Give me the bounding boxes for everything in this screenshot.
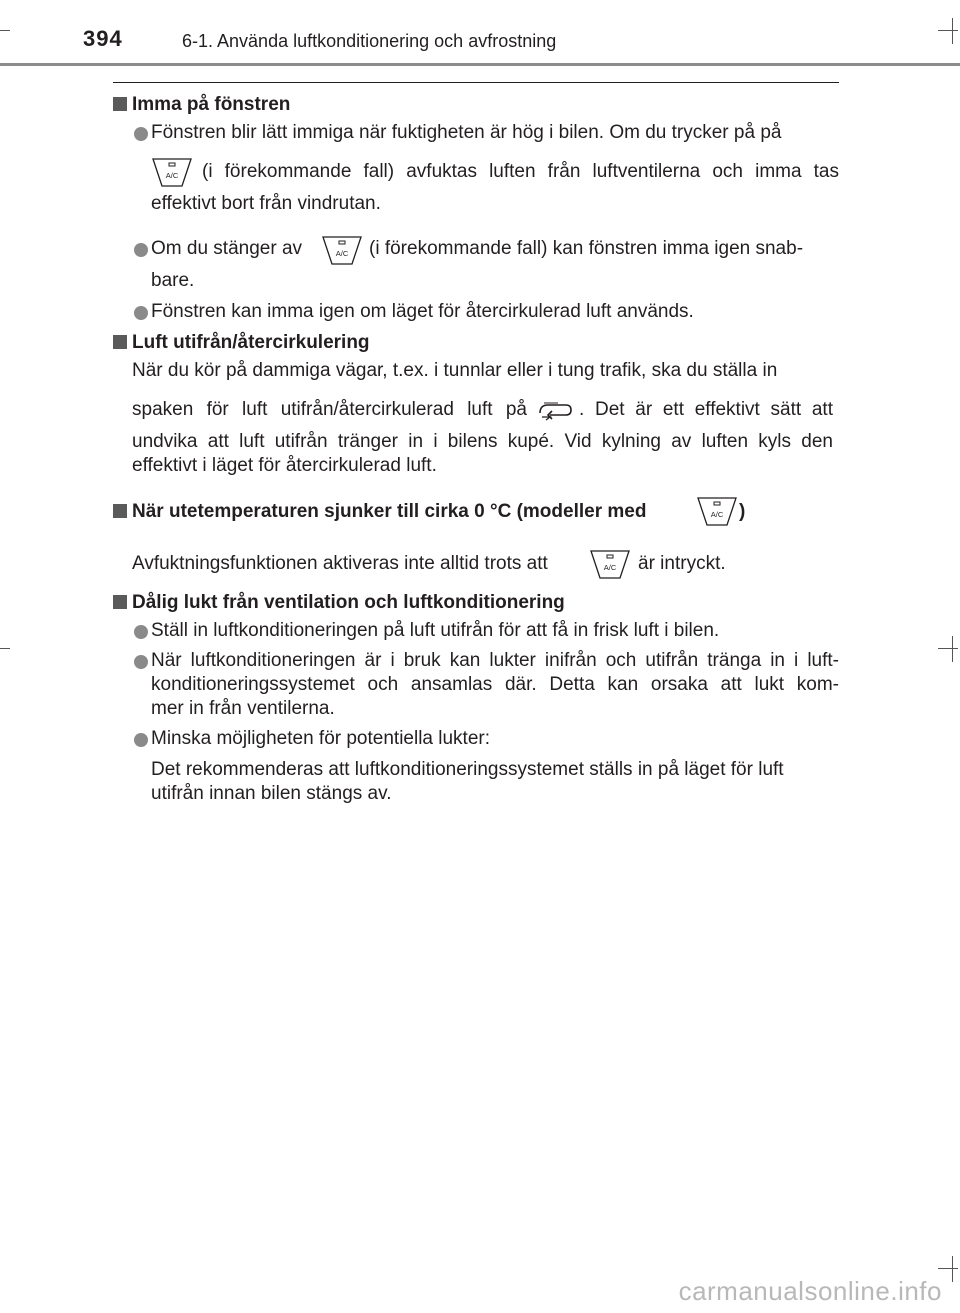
ac-button-icon: [322, 235, 362, 267]
imma-bullet-3: Fönstren kan imma igen om läget för återcirkulerad luft används.: [151, 301, 694, 322]
bullet-dot-icon: [134, 127, 148, 141]
imma-bullet-1-line-1: Fönstren blir lätt immiga när fuktigheten är hög i bilen. Om du trycker på på: [151, 122, 782, 143]
bullet-dot-icon: [134, 306, 148, 320]
luft-line-2-post: . Det är ett effektivt sätt att: [579, 399, 833, 420]
heading-luft: Luft utifrån/återcirkulering: [113, 331, 370, 355]
svg-text:A/C: A/C: [165, 171, 179, 180]
heading-utetemp: När utetemperaturen sjunker till cirka 0 °C (modeller med: [113, 500, 646, 524]
lukt-bullet-2-line-1: När luftkonditioneringen är i bruk kan lukter inifrån och utifrån tränga in i luft-: [151, 650, 839, 671]
crop-mark: [952, 18, 953, 44]
ac-button-icon: [697, 496, 737, 528]
square-bullet-icon: [113, 504, 127, 518]
ac-button-icon: [590, 549, 630, 581]
lukt-bullet-2-line-3: mer in från ventilerna.: [151, 698, 335, 719]
luft-line-3: undvika att luft utifrån tränger in i bilens kupé. Vid kylning av luften kyls den: [132, 431, 833, 452]
lukt-bullet-3-sub-1: Det rekommenderas att luftkonditioneringssystemet ställs in på läget för luft: [151, 759, 784, 780]
heading-imma: Imma på fönstren: [113, 93, 290, 117]
crop-mark: [0, 648, 10, 649]
page-header: [0, 0, 960, 68]
bullet-dot-icon: [134, 733, 148, 747]
recirculation-icon: [536, 399, 576, 421]
header-rule: [0, 63, 960, 66]
utetemp-line-post: är intryckt.: [638, 553, 726, 574]
bullet-dot-icon: [134, 625, 148, 639]
svg-text:A/C: A/C: [603, 563, 617, 572]
bullet-dot-icon: [134, 243, 148, 257]
crop-mark: [938, 30, 958, 31]
imma-bullet-1-line-2: (i förekommande fall) avfuktas luften från luftventilerna och imma tas: [202, 161, 839, 182]
lukt-bullet-3-sub-2: utifrån innan bilen stängs av.: [151, 783, 392, 804]
luft-line-1: När du kör på dammiga vägar, t.ex. i tunnlar eller i tung trafik, ska du ställa in: [132, 360, 778, 381]
crop-mark: [0, 30, 10, 31]
lukt-bullet-1: Ställ in luftkonditioneringen på luft utifrån för att få in frisk luft i bilen.: [151, 620, 720, 641]
imma-bullet-2-post: (i förekommande fall) kan fönstren imma igen snab-: [369, 238, 804, 259]
luft-line-4: effektivt i läget för återcirkulerad luft.: [132, 455, 437, 476]
imma-bullet-1-line-3: effektivt bort från vindrutan.: [151, 193, 381, 214]
svg-text:A/C: A/C: [710, 510, 724, 519]
ac-button-icon: [152, 157, 192, 189]
imma-bullet-2-line-2: bare.: [151, 270, 195, 291]
crop-mark: [938, 648, 958, 649]
heading-utetemp-close: ): [739, 501, 746, 522]
page-number: 394: [83, 26, 123, 51]
section-rule: [113, 82, 839, 83]
bullet-dot-icon: [134, 655, 148, 669]
crop-mark: [952, 1256, 953, 1282]
lukt-bullet-3: Minska möjligheten för potentiella lukter:: [151, 728, 491, 749]
watermark: carmanualsonline.info: [678, 1276, 942, 1306]
square-bullet-icon: [113, 595, 127, 609]
crop-mark: [938, 1268, 958, 1269]
chapter-title: 6-1. Använda luftkonditionering och avfrostning: [182, 31, 557, 51]
utetemp-line-pre: Avfuktningsfunktionen aktiveras inte alltid trots att: [132, 553, 548, 574]
square-bullet-icon: [113, 335, 127, 349]
crop-mark: [952, 636, 953, 662]
lukt-bullet-2-line-2: konditioneringssystemet och ansamlas där. Detta kan orsaka att lukt kom-: [151, 674, 839, 695]
heading-lukt: Dålig lukt från ventilation och luftkonditionering: [113, 591, 565, 615]
svg-text:A/C: A/C: [335, 249, 349, 258]
square-bullet-icon: [113, 97, 127, 111]
luft-line-2-pre: spaken för luft utifrån/återcirkulerad luft på: [132, 399, 527, 420]
imma-bullet-2-pre: Om du stänger av: [151, 238, 303, 259]
